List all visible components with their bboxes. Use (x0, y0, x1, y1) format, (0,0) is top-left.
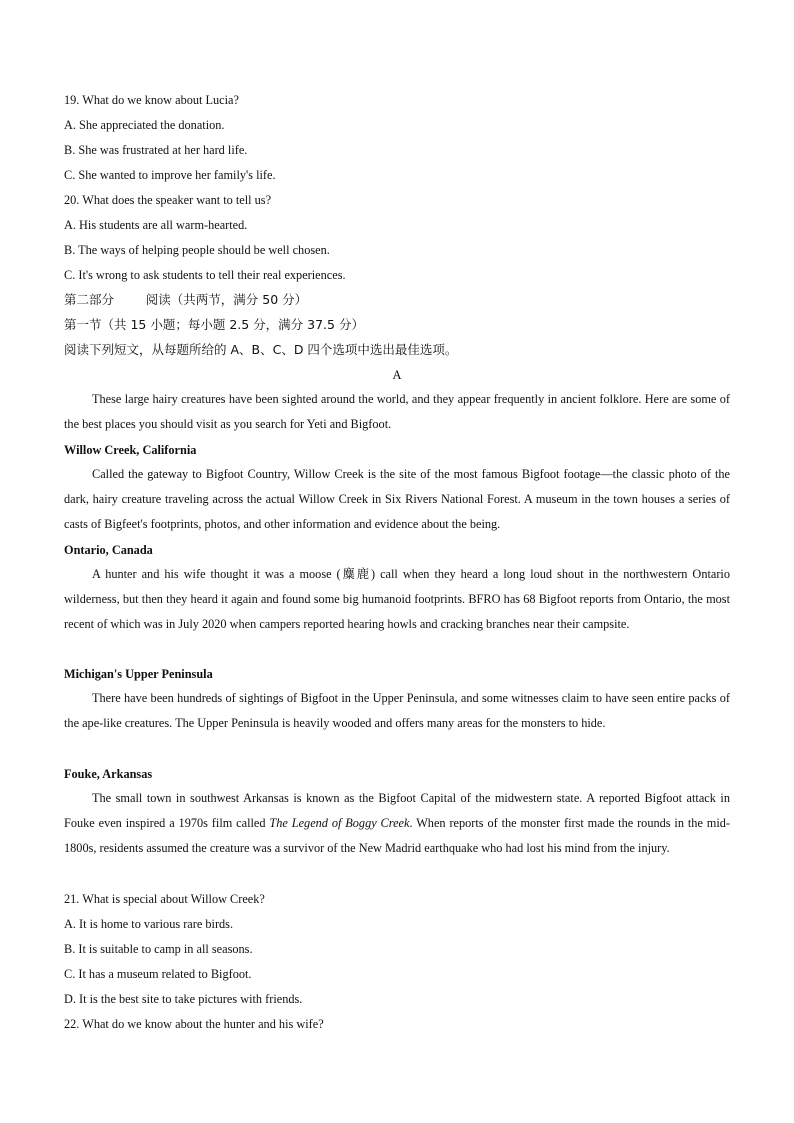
q21-option-a: A. It is home to various rare birds. (64, 917, 234, 931)
q21-question: 21. What is special about Willow Creek? (64, 892, 265, 906)
q21-option-c: C. It has a museum related to Bigfoot. (64, 967, 252, 981)
heading-upper-peninsula: Michigan's Upper Peninsula (64, 667, 213, 681)
paragraph-willow-creek-text: Called the gateway to Bigfoot Country, Willow Creek is the site of the most famous Bigfoot footage—the classic photo of the dark, hairy creature traveling across the actual Willow Creek in Six Rivers National Forest. A museum in the town houses a series of casts of Bigfeet's footprints, photos, and other information and evidence about the being. (64, 467, 730, 531)
q19-question: 19. What do we know about Lucia? (64, 93, 239, 107)
reading-instruction: 阅读下列短文，从每题所给的 A、B、C、D 四个选项中选出最佳选项。 (64, 342, 458, 357)
heading-ontario: Ontario, Canada (64, 543, 153, 557)
passage-intro-text: These large hairy creatures have been sighted around the world, and they appear frequently in ancient folklore. Here are some of the best places you should visit as you search for Yeti and Bigfoot. (64, 392, 730, 431)
paragraph-fouke-text-1: The small town in southwest Arkansas is known as the Bigfoot Capital of the midwestern state. A reported Bigfoot attack in Fouke even inspired a 1970s film called (64, 791, 730, 830)
paragraph-upper-peninsula-text: There have been hundreds of sightings of Bigfoot in the Upper Peninsula, and some witnesses claim to have seen entire packs of the ape-like creatures. The Upper Peninsula is heavily wooded and offers many areas for the monsters to hide. (64, 691, 730, 730)
q19-option-b: B. She was frustrated at her hard life. (64, 143, 248, 157)
paragraph-upper-peninsula (64, 686, 730, 736)
paragraph-fouke (64, 786, 730, 861)
section-one-heading: 第一节（共 15 小题；每小题 2.5 分，满分 37.5 分） (64, 317, 364, 332)
q20-question: 20. What does the speaker want to tell us? (64, 193, 272, 207)
passage-intro (64, 387, 730, 437)
q21-option-d: D. It is the best site to take pictures with friends. (64, 992, 303, 1006)
q19-option-c: C. She wanted to improve her family's life. (64, 168, 276, 182)
q20-option-b: B. The ways of helping people should be well chosen. (64, 243, 330, 257)
heading-willow-creek: Willow Creek, California (64, 443, 197, 457)
q20-option-a: A. His students are all warm-hearted. (64, 218, 248, 232)
paragraph-willow-creek (64, 462, 730, 537)
paragraph-ontario (64, 562, 730, 637)
q22-question: 22. What do we know about the hunter and his wife? (64, 1017, 324, 1031)
q20-option-c: C. It's wrong to ask students to tell their real experiences. (64, 268, 346, 282)
heading-fouke: Fouke, Arkansas (64, 767, 153, 781)
paragraph-fouke-text-2: . When reports of the monster first made the rounds in the mid-1800s, residents assumed the creature was a survivor of the New Madrid earthquake who had lost his mind from the injury. (64, 816, 731, 855)
part-two-heading: 第二部分 阅读（共两节，满分 50 分） (64, 292, 308, 307)
film-title: The Legend of Boggy Creek (269, 816, 410, 830)
passage-letter: A (392, 368, 402, 382)
q19-option-a: A. She appreciated the donation. (64, 118, 225, 132)
paragraph-ontario-text: A hunter and his wife thought it was a moose (麋鹿) call when they heard a long loud shout in the northwestern Ontario wilderness, but then they heard it again and found some big humanoid footprints. BFRO has 68 Bigfoot reports from Ontario, the most recent of which was in July 2020 when campers reported hearing howls and cracking branches near their campsite. (64, 567, 730, 631)
q21-option-b: B. It is suitable to camp in all seasons. (64, 942, 253, 956)
